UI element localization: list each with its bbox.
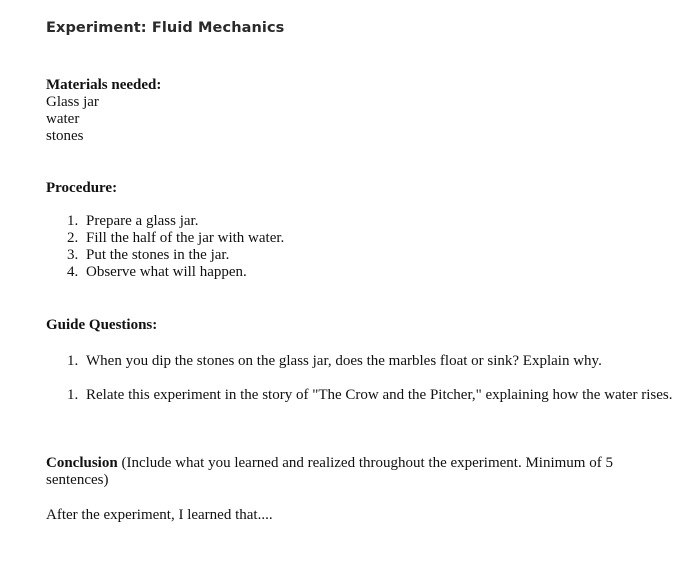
material-item: Glass jar xyxy=(46,94,99,110)
document-title: Experiment: Fluid Mechanics xyxy=(46,20,285,36)
conclusion-paragraph xyxy=(46,455,646,489)
step-text: Fill the half of the jar with water. xyxy=(86,230,285,246)
step-text: Observe what will happen. xyxy=(86,264,247,280)
materials-list xyxy=(46,94,99,145)
conclusion-label: Conclusion xyxy=(46,455,118,471)
materials-heading: Materials needed: xyxy=(46,77,162,93)
material-item: water xyxy=(46,111,80,127)
question-text: Relate this experiment in the story of "The Crow and the Pitcher," explaining how the water rises. xyxy=(86,387,673,403)
procedure-list xyxy=(46,213,284,281)
step-number: 2. xyxy=(67,230,79,246)
procedure-heading: Procedure: xyxy=(46,180,118,196)
answer-prompt: After the experiment, I learned that.... xyxy=(46,507,273,523)
guide-question xyxy=(46,353,686,370)
procedure-step xyxy=(46,230,284,247)
step-text: Prepare a glass jar. xyxy=(86,213,199,229)
material-item: stones xyxy=(46,128,84,144)
procedure-step xyxy=(46,213,284,230)
step-number: 4. xyxy=(67,264,79,280)
step-text: Put the stones in the jar. xyxy=(86,247,230,263)
procedure-step xyxy=(46,264,284,281)
conclusion-instructions: (Include what you learned and realized throughout the experiment. Minimum of 5 sentences) xyxy=(46,455,613,488)
guide-questions-heading: Guide Questions: xyxy=(46,317,158,333)
step-number: 1. xyxy=(67,213,79,229)
step-number: 3. xyxy=(67,247,79,263)
guide-question xyxy=(46,387,686,404)
question-number: 1. xyxy=(67,387,79,403)
question-number: 1. xyxy=(67,353,79,369)
procedure-step xyxy=(46,247,284,264)
question-text: When you dip the stones on the glass jar, does the marbles float or sink? Explain why. xyxy=(86,353,602,369)
